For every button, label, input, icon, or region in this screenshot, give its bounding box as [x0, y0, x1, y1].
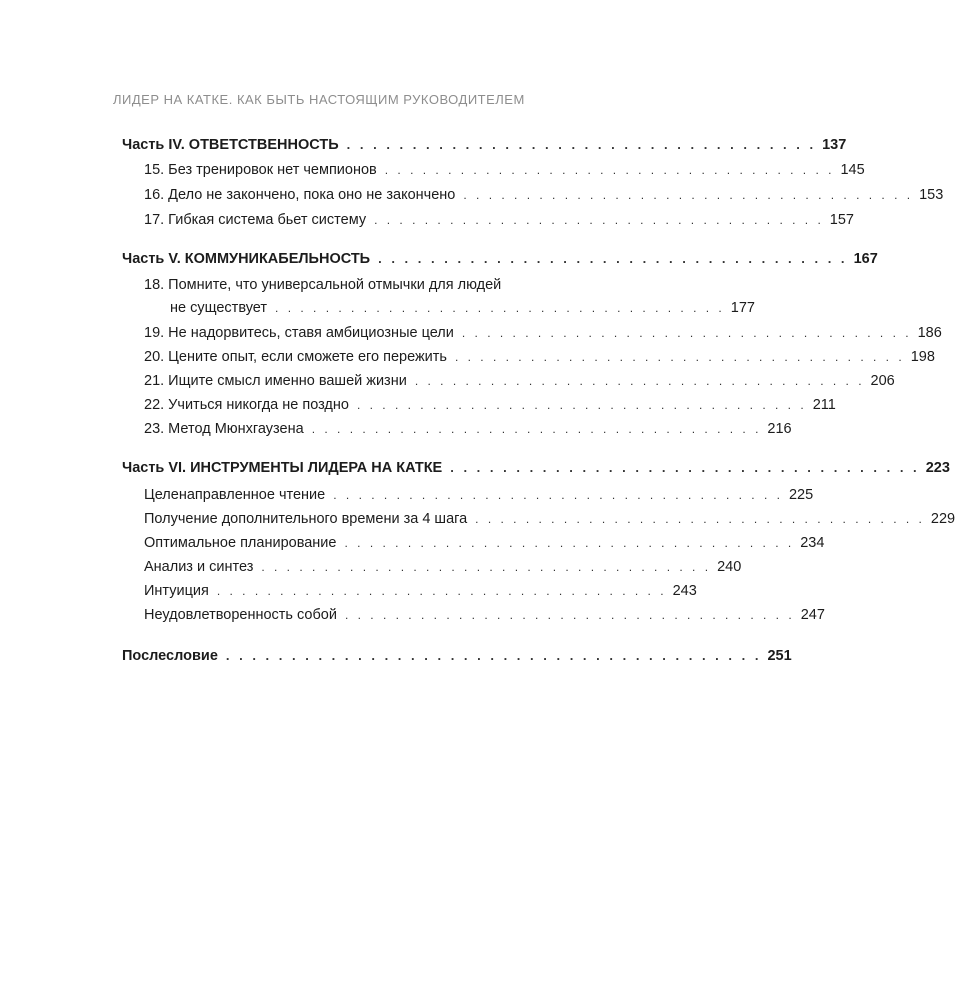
toc-part-4[interactable]	[122, 134, 847, 156]
toc-entry-title: 16. Дело не закончено, пока оно не закончено	[144, 187, 456, 203]
toc-entry-title: не существует	[170, 300, 268, 316]
toc-section-reading[interactable]	[144, 484, 814, 506]
toc-entry-title: Получение дополнительного времени за 4 шага	[144, 511, 468, 527]
toc-entry-title: Анализ и синтез	[144, 559, 254, 575]
toc-page-number: 157	[829, 212, 854, 228]
toc-chapter-18-line2[interactable]	[170, 297, 755, 319]
toc-page-number: 206	[870, 373, 895, 389]
toc-entry-title: 20. Цените опыт, если сможете его пережить	[144, 349, 447, 365]
toc-page-number: 251	[767, 648, 792, 664]
dot-leader: . . . . . . . . . . . . . . . . . . . . . . . . . . . . . . . . . . . .	[475, 512, 925, 526]
toc-entry-title: 18. Помните, что универсальной отмычки для людей	[144, 277, 502, 293]
toc-page-number: 234	[800, 535, 825, 551]
toc-page-number: 223	[925, 460, 950, 476]
toc-chapter-15[interactable]	[144, 159, 865, 181]
toc-chapter-16[interactable]	[144, 184, 944, 206]
toc-page-number: 177	[730, 300, 755, 316]
toc-afterword[interactable]	[122, 645, 792, 667]
toc-chapter-19[interactable]	[144, 322, 942, 344]
dot-leader: . . . . . . . . . . . . . . . . . . . . . . . . . . . . . . . . . . . .	[275, 301, 725, 315]
toc-part-5[interactable]	[122, 248, 878, 270]
toc-page-number: 167	[853, 251, 878, 267]
toc-entry-title: 19. Не надорвитесь, ставя амбициозные цели	[144, 325, 454, 341]
dot-leader: . . . . . . . . . . . . . . . . . . . . . . . . . . . . . . . . . . . . . . . . .	[225, 648, 762, 663]
dot-leader: . . . . . . . . . . . . . . . . . . . . . . . . . . . . . . . . . . . .	[216, 584, 667, 598]
toc-page-number: 247	[800, 607, 825, 623]
toc-entry-title: 17. Гибкая система бьет систему	[144, 212, 367, 228]
toc-entry-title: Часть VI. ИНСТРУМЕНТЫ ЛИДЕРА НА КАТКЕ	[122, 460, 443, 476]
running-head: ЛИДЕР НА КАТКЕ. КАК БЫТЬ НАСТОЯЩИМ РУКОВОДИТЕЛЕМ	[113, 92, 525, 107]
dot-leader: . . . . . . . . . . . . . . . . . . . . . . . . . . . . . . . . . . . .	[344, 608, 795, 622]
dot-leader: . . . . . . . . . . . . . . . . . . . . . . . . . . . . . . . . . . . .	[463, 188, 914, 202]
dot-leader: . . . . . . . . . . . . . . . . . . . . . . . . . . . . . . . . . . . .	[378, 251, 848, 266]
toc-page-number: 243	[672, 583, 697, 599]
dot-leader: . . . . . . . . . . . . . . . . . . . . . . . . . . . . . . . . . . . .	[346, 137, 817, 152]
toc-page-number: 137	[822, 137, 847, 153]
toc-entry-title: Оптимальное планирование	[144, 535, 337, 551]
toc-page-number: 145	[840, 162, 865, 178]
toc-entry-title: 23. Метод Мюнхгаузена	[144, 421, 304, 437]
dot-leader: . . . . . . . . . . . . . . . . . . . . . . . . . . . . . . . . . . . .	[384, 163, 835, 177]
dot-leader: . . . . . . . . . . . . . . . . . . . . . . . . . . . . . . . . . . . .	[454, 350, 905, 364]
toc-page-number: 216	[767, 421, 792, 437]
toc-chapter-21[interactable]	[144, 370, 895, 392]
toc-chapter-20[interactable]	[144, 346, 935, 368]
dot-leader: . . . . . . . . . . . . . . . . . . . . . . . . . . . . . . . . . . . .	[450, 460, 920, 475]
toc-page-number: 211	[812, 397, 836, 413]
dot-leader: . . . . . . . . . . . . . . . . . . . . . . . . . . . . . . . . . . . .	[333, 488, 783, 502]
toc-chapter-17[interactable]	[144, 209, 854, 231]
toc-chapter-23[interactable]	[144, 418, 792, 440]
toc-section-analysis[interactable]	[144, 556, 742, 578]
dot-leader: . . . . . . . . . . . . . . . . . . . . . . . . . . . . . . . . . . . .	[261, 560, 712, 574]
toc-section-planning[interactable]	[144, 532, 825, 554]
dot-leader: . . . . . . . . . . . . . . . . . . . . . . . . . . . . . . . . . . . .	[311, 422, 762, 436]
toc-entry-title: Послесловие	[122, 648, 218, 664]
dot-leader: . . . . . . . . . . . . . . . . . . . . . . . . . . . . . . . . . . . .	[344, 536, 795, 550]
toc-entry-title: 21. Ищите смысл именно вашей жизни	[144, 373, 407, 389]
toc-entry-title: Интуиция	[144, 583, 209, 599]
toc-page-number: 240	[717, 559, 742, 575]
dot-leader: . . . . . . . . . . . . . . . . . . . . . . . . . . . . . . . . . . . .	[356, 398, 807, 412]
toc-section-intuition[interactable]	[144, 580, 697, 602]
toc-page-number: 198	[910, 349, 935, 365]
toc-page-number: 225	[788, 487, 814, 503]
toc-entry-title: Неудовлетворенность собой	[144, 607, 337, 623]
dot-leader: . . . . . . . . . . . . . . . . . . . . . . . . . . . . . . . . . . . .	[374, 213, 824, 227]
toc-section-dissatisfaction[interactable]	[144, 604, 825, 626]
toc-entry-title: Целенаправленное чтение	[144, 487, 326, 503]
toc-chapter-18-line1[interactable]	[144, 274, 598, 296]
toc-chapter-22[interactable]	[144, 394, 836, 416]
dot-leader: . . . . . . . . . . . . . . . . . . . . . . . . . . . . . . . . . . . .	[414, 374, 865, 388]
toc-page-number: 153	[919, 187, 944, 203]
toc-entry-title: 22. Учиться никогда не поздно	[144, 397, 349, 413]
toc-entry-title: 15. Без тренировок нет чемпионов	[144, 162, 377, 178]
dot-leader: . . . . . . . . . . . . . . . . . . . . . . . . . . . . . . . . . . . .	[461, 326, 912, 340]
toc-part-6[interactable]	[122, 457, 950, 479]
toc-entry-title: Часть V. КОММУНИКАБЕЛЬНОСТЬ	[122, 251, 371, 267]
toc-page-number: 229	[930, 511, 955, 527]
toc-page-number: 186	[917, 325, 942, 341]
toc-section-extra-time[interactable]	[144, 508, 955, 530]
toc-entry-title: Часть IV. ОТВЕТСТВЕННОСТЬ	[122, 137, 339, 153]
